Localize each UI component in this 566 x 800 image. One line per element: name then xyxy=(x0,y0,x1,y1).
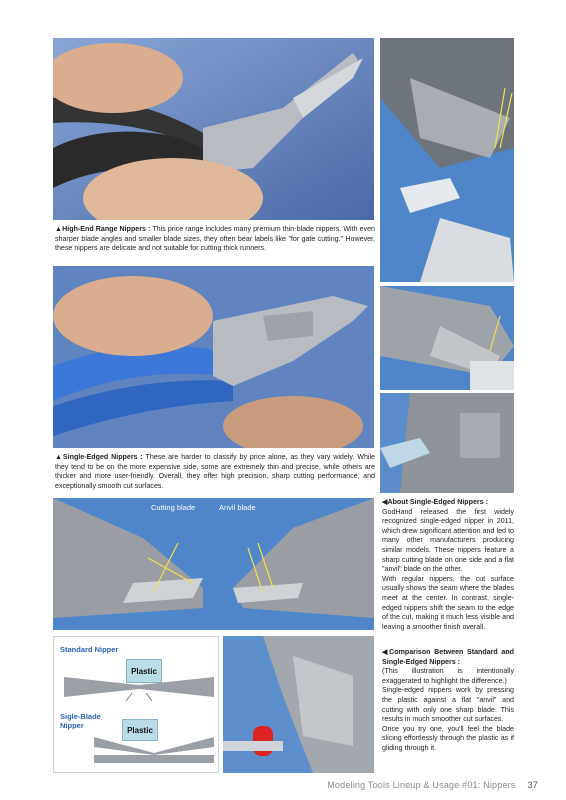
red-sprue-cut-photo xyxy=(223,636,374,773)
godhand-sprue-photo xyxy=(380,286,514,390)
footer-title: Modeling Tools Lineup & Usage #01: Nippers xyxy=(327,780,516,790)
single-edged-caption xyxy=(55,453,375,491)
page-number: 37 xyxy=(527,780,538,790)
plastic-box-single: Plastic xyxy=(122,719,158,741)
single-edged-caption-lead: ▲Single-Edged Nippers : xyxy=(55,453,143,461)
single-edged-caption-body: These are harder to classify by price alone, as they vary widely. While they tend to be on the more expensive side, some are extremely thin and precise, while others are thicker and more user-friendly. Overall, they offer high precision, sharp cutting performance, and exceptionally smooth cut surfaces. xyxy=(55,453,375,490)
about-paragraph-2: With regular nippers, the cut surface usually shows the seam where the blades meet at the center. In contrast, single-edged nippers shift the seam to the edge of the cut, making it much less visible and leaving a smoother finish overall. xyxy=(382,574,514,631)
comparison-section xyxy=(382,648,514,754)
about-heading: ◀About Single-Edged Nippers : xyxy=(382,498,488,506)
anvil-blade-label: Anvil blade xyxy=(219,503,256,512)
about-single-edged-section xyxy=(382,498,514,632)
high-end-caption-body: This price range includes many premium thin-blade nippers. With even sharper blade angles and smaller blade sizes, they often bear labels like "for gate cutting." However, these nippers are delicate and not suitable for cutting thick runners. xyxy=(55,225,375,253)
nipper-comparison-diagram xyxy=(53,636,219,773)
blade-comparison-photo xyxy=(53,498,374,630)
page-footer xyxy=(327,780,538,790)
single-blade-nipper-label-2: Nipper xyxy=(60,721,84,730)
cutting-blade-label: Cutting blade xyxy=(151,503,196,512)
single-blade-nipper-label-1: Sigle-Blade xyxy=(60,712,101,721)
comparison-note: (This illustration is intentionally exaggerated to highlight the difference.) xyxy=(382,667,514,685)
high-end-caption xyxy=(55,225,375,254)
high-end-caption-lead: ▲High-End Range Nippers : xyxy=(55,225,151,233)
gate-cutting-closeup-photo xyxy=(380,38,514,282)
about-paragraph-1: GodHand released the first widely recognized single-edged nipper in 2011, which drew significant attention and led to many other manufacturers producing similar models. These nippers feature a sharp cutting blade on one side and a flat "anvil" blade on the other. xyxy=(382,507,514,574)
high-end-nippers-photo xyxy=(53,38,374,220)
comparison-paragraph-2: Once you try one, you'll feel the blade slicing effortlessly through the plastic as if gliding through it. xyxy=(382,724,514,752)
godhand-nippers-photo xyxy=(380,393,514,493)
comparison-heading: ◀Comparison Between Standard and Single-Edged Nippers : xyxy=(382,648,514,666)
standard-nipper-label: Standard Nipper xyxy=(60,645,119,654)
single-edged-nippers-photo xyxy=(53,266,374,448)
comparison-paragraph-1: Single-edged nippers work by pressing the plastic against a flat "anvil" and cutting with only one sharp blade. This results in much smoother cut surfaces. xyxy=(382,686,514,724)
plastic-box-standard: Plastic xyxy=(126,659,162,683)
